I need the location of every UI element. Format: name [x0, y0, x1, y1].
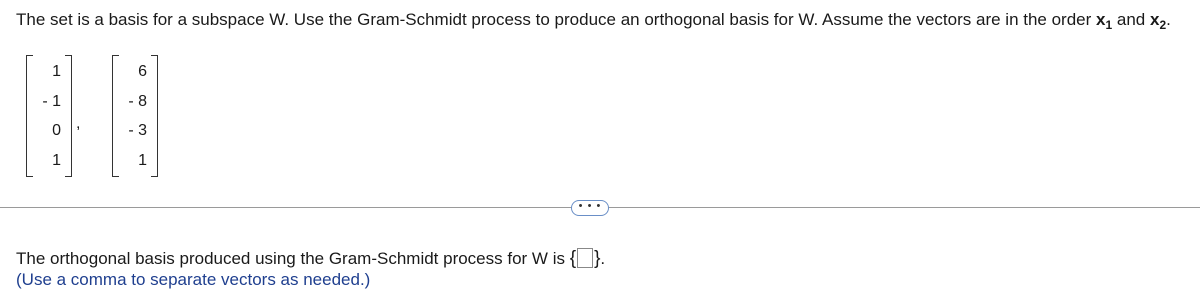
question-body: The set is a basis for a subspace W. Use the Gram-Schmidt process to produce an orthogonal basis for W. Assume the vectors are in the order [16, 10, 1097, 29]
more-options-button[interactable]: • • • [571, 200, 609, 216]
answer-input-box[interactable] [577, 248, 593, 268]
vector-2-matrix [112, 55, 158, 177]
vector-1-entry: 1 [52, 152, 61, 169]
vector-1-entry: 1 [52, 63, 61, 80]
vector-2-entry: - 8 [128, 93, 147, 110]
vector-2-entry: - 3 [128, 122, 147, 139]
answer-line [16, 248, 605, 270]
vector-2-entry: 6 [138, 63, 147, 80]
vector-x2: $x_2$ [1149, 10, 1167, 32]
question-text: The set is a basis for a subspace W. Use the Gram-Schmidt process to produce an orthogonal basis for W. Assume the vectors are in the order $x_1$ and $x_2$. [16, 10, 1171, 32]
open-brace: { [569, 248, 577, 269]
vector-1-matrix [26, 55, 72, 177]
vector-1-entry: 0 [52, 122, 61, 139]
instruction-hint: (Use a comma to separate vectors as needed.) [16, 270, 371, 289]
vector-separator: , [76, 115, 81, 132]
vector-1-entry: - 1 [42, 93, 61, 110]
vector-x1: $x_1$ [1096, 10, 1113, 32]
answer-prompt: The orthogonal basis produced using the Gram-Schmidt process for W is [16, 249, 570, 268]
vector-2-entry: 1 [138, 152, 147, 169]
close-brace: } [594, 248, 601, 269]
answer-period: . [600, 249, 606, 268]
